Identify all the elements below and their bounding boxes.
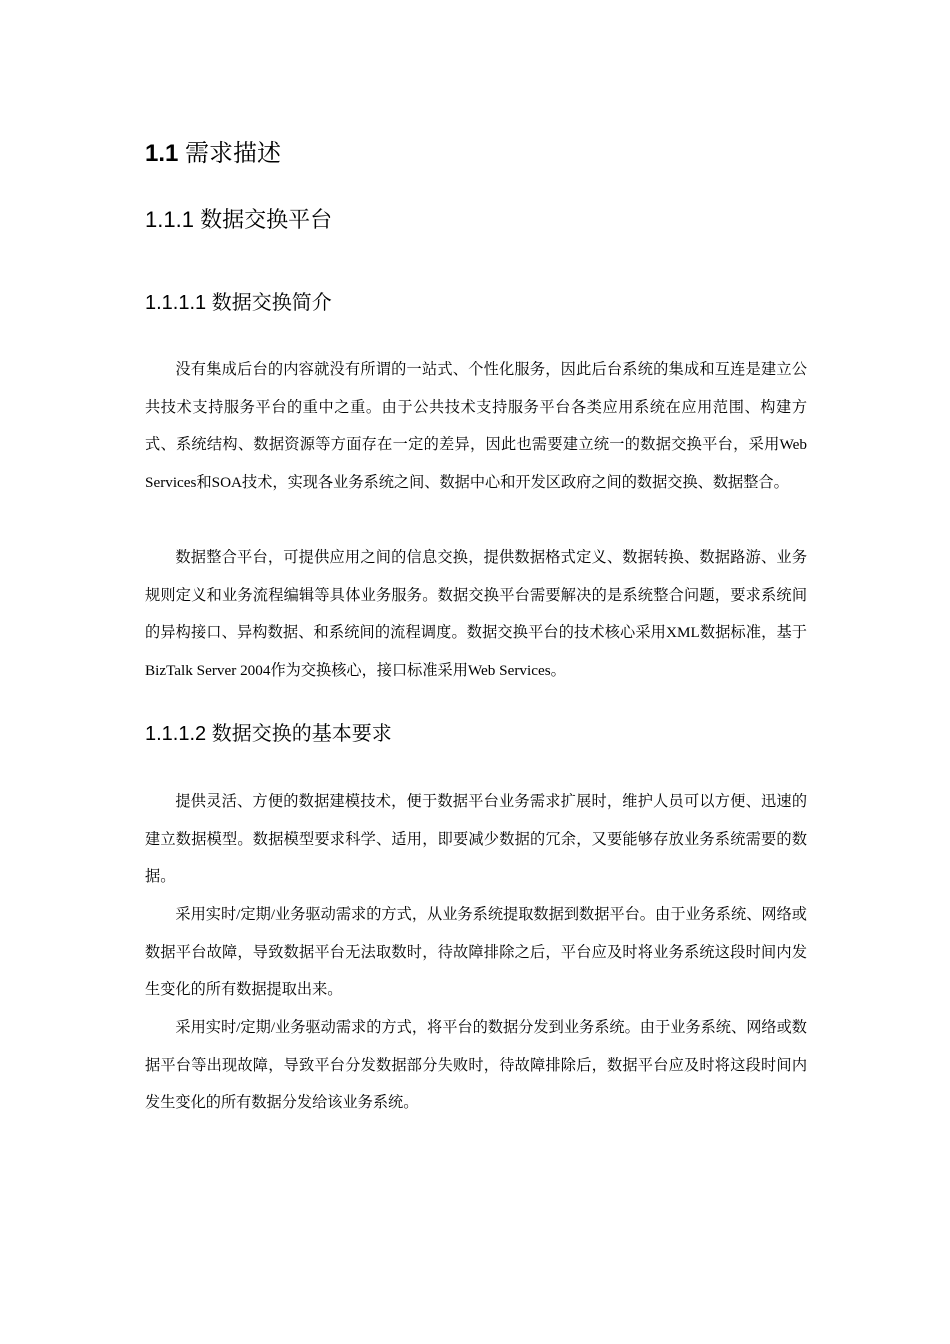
requirements-paragraph: 采用实时/定期/业务驱动需求的方式，从业务系统提取数据到数据平台。由于业务系统、网络或数据平台故障，导致数据平台无法取数时，待故障排除之后，平台应及时将业务系统这段时间内发生变化的所有数据提取出来。 xyxy=(145,906,807,999)
section-number: 1.1 xyxy=(145,140,179,167)
intro-heading xyxy=(145,287,332,319)
subsection-number: 1.1.1 xyxy=(145,207,194,232)
intro-number: 1.1.1.1 xyxy=(145,292,207,314)
section-title: 需求描述 xyxy=(185,140,282,167)
subsection-title: 数据交换平台 xyxy=(200,207,333,232)
requirements-heading xyxy=(145,718,392,750)
requirements-title: 数据交换的基本要求 xyxy=(211,723,392,745)
requirements-paragraph: 采用实时/定期/业务驱动需求的方式，将平台的数据分发到业务系统。由于业务系统、网络或数据平台等出现故障，导致平台分发数据部分失败时，待故障排除后，数据平台应及时将这段时间内发生变化的所有数据分发给该业务系统。 xyxy=(145,1019,807,1112)
intro-title: 数据交换简介 xyxy=(211,292,332,314)
requirements-paragraph: 提供灵活、方便的数据建模技术，便于数据平台业务需求扩展时，维护人员可以方便、迅速的建立数据模型。数据模型要求科学、适用，即要减少数据的冗余，又要能够存放业务系统需要的数据。 xyxy=(145,793,807,886)
intro-paragraph: 数据整合平台，可提供应用之间的信息交换，提供数据格式定义、数据转换、数据路游、业务规则定义和业务流程编辑等具体业务服务。数据交换平台需要解决的是系统整合问题，要求系统间的异构接口、异构数据、和系统间的流程调度。数据交换平台的技术核心采用XML数据标准，基于BizTalk Server 2004作为交换核心，接口标准采用Web Services。 xyxy=(145,549,807,679)
section-heading xyxy=(145,136,281,172)
subsection-heading xyxy=(145,203,332,237)
requirements-number: 1.1.1.2 xyxy=(145,723,207,745)
intro-paragraph: 没有集成后台的内容就没有所谓的一站式、个性化服务，因此后台系统的集成和互连是建立公共技术支持服务平台的重中之重。由于公共技术支持服务平台各类应用系统在应用范围、构建方式、系统结构、数据资源等方面存在一定的差异，因此也需要建立统一的数据交换平台，采用Web Services和SOA技术，实现各业务系统之间、数据中心和开发区政府之间的数据交换、数据整合。 xyxy=(145,361,807,491)
